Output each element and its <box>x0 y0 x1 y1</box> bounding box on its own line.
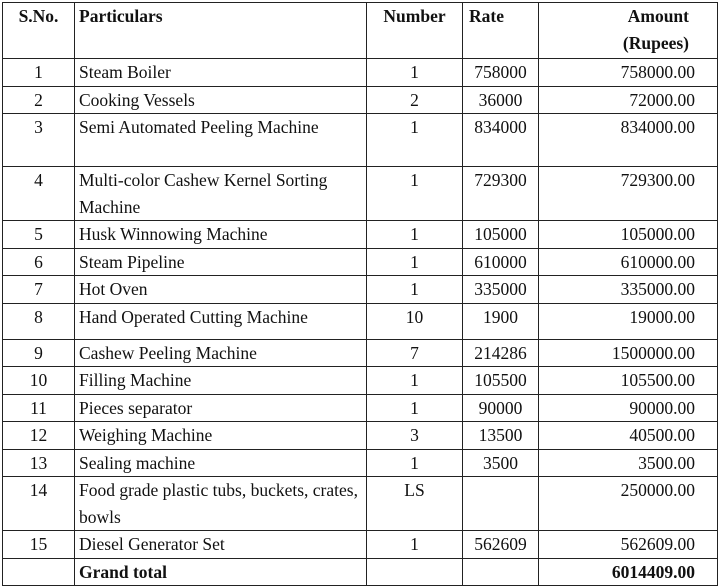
grand-total-row <box>3 558 718 586</box>
row-number: 3 <box>367 422 463 450</box>
row-number: 1 <box>367 367 463 395</box>
row-number: 1 <box>367 276 463 304</box>
row-sno: 2 <box>3 86 75 114</box>
row-rate: 214286 <box>463 339 539 367</box>
table-row <box>3 276 718 304</box>
row-sno: 7 <box>3 276 75 304</box>
grand-total-rate-empty <box>463 558 539 586</box>
row-number: 1 <box>367 221 463 249</box>
row-rate <box>463 477 539 531</box>
row-sno: 8 <box>3 303 75 339</box>
row-rate: 335000 <box>463 276 539 304</box>
row-number: 1 <box>367 167 463 221</box>
table-row <box>3 449 718 477</box>
row-rate: 105000 <box>463 221 539 249</box>
row-amount: 562609.00 <box>539 531 718 559</box>
table-row <box>3 394 718 422</box>
table-row <box>3 531 718 559</box>
table-row <box>3 167 718 221</box>
header-sno: S.No. <box>3 3 75 59</box>
row-sno: 11 <box>3 394 75 422</box>
row-rate: 90000 <box>463 394 539 422</box>
row-amount: 105500.00 <box>539 367 718 395</box>
row-rate: 13500 <box>463 422 539 450</box>
row-rate: 610000 <box>463 248 539 276</box>
row-particulars: Cooking Vessels <box>75 86 367 114</box>
row-particulars: Hot Oven <box>75 276 367 304</box>
row-rate: 562609 <box>463 531 539 559</box>
row-sno: 9 <box>3 339 75 367</box>
header-amount <box>539 3 718 59</box>
header-row <box>3 3 718 59</box>
header-amount-label: Amount <box>627 6 689 26</box>
row-sno: 1 <box>3 59 75 87</box>
row-particulars: Diesel Generator Set <box>75 531 367 559</box>
row-rate: 729300 <box>463 167 539 221</box>
table-row <box>3 367 718 395</box>
row-particulars: Multi-color Cashew Kernel Sorting Machine <box>75 167 367 221</box>
row-particulars: Semi Automated Peeling Machine <box>75 114 367 167</box>
row-amount: 250000.00 <box>539 477 718 531</box>
table-row <box>3 422 718 450</box>
grand-total-sno-empty <box>3 558 75 586</box>
header-rate: Rate <box>463 3 539 59</box>
row-amount: 729300.00 <box>539 167 718 221</box>
row-number: 1 <box>367 449 463 477</box>
header-number: Number <box>367 3 463 59</box>
row-sno: 13 <box>3 449 75 477</box>
row-amount: 335000.00 <box>539 276 718 304</box>
row-amount: 834000.00 <box>539 114 718 167</box>
table-row <box>3 303 718 339</box>
cost-table <box>2 2 718 586</box>
table-row <box>3 86 718 114</box>
row-sno: 15 <box>3 531 75 559</box>
row-rate: 834000 <box>463 114 539 167</box>
row-rate: 105500 <box>463 367 539 395</box>
row-number: 1 <box>367 59 463 87</box>
row-sno: 6 <box>3 248 75 276</box>
table-row <box>3 477 718 531</box>
row-particulars: Husk Winnowing Machine <box>75 221 367 249</box>
table-row <box>3 339 718 367</box>
table-row <box>3 248 718 276</box>
row-rate: 36000 <box>463 86 539 114</box>
header-particulars: Particulars <box>75 3 367 59</box>
row-rate: 1900 <box>463 303 539 339</box>
row-amount: 19000.00 <box>539 303 718 339</box>
row-particulars: Food grade plastic tubs, buckets, crates, bowls <box>75 477 367 531</box>
row-number: LS <box>367 477 463 531</box>
row-amount: 1500000.00 <box>539 339 718 367</box>
row-number: 1 <box>367 114 463 167</box>
row-number: 10 <box>367 303 463 339</box>
row-sno: 5 <box>3 221 75 249</box>
row-number: 7 <box>367 339 463 367</box>
row-amount: 72000.00 <box>539 86 718 114</box>
row-amount: 90000.00 <box>539 394 718 422</box>
grand-total-number-empty <box>367 558 463 586</box>
row-sno: 4 <box>3 167 75 221</box>
row-particulars: Pieces separator <box>75 394 367 422</box>
row-sno: 3 <box>3 114 75 167</box>
row-number: 1 <box>367 248 463 276</box>
table-row <box>3 221 718 249</box>
row-amount: 105000.00 <box>539 221 718 249</box>
row-number: 2 <box>367 86 463 114</box>
grand-total-amount: 6014409.00 <box>539 558 718 586</box>
row-sno: 12 <box>3 422 75 450</box>
row-particulars: Weighing Machine <box>75 422 367 450</box>
header-amount-unit: (Rupees) <box>622 32 689 53</box>
row-number: 1 <box>367 531 463 559</box>
row-particulars: Sealing machine <box>75 449 367 477</box>
row-particulars: Steam Pipeline <box>75 248 367 276</box>
grand-total-label: Grand total <box>75 558 367 586</box>
row-amount: 610000.00 <box>539 248 718 276</box>
row-particulars: Steam Boiler <box>75 59 367 87</box>
row-particulars: Cashew Peeling Machine <box>75 339 367 367</box>
row-particulars: Hand Operated Cutting Machine <box>75 303 367 339</box>
row-rate: 3500 <box>463 449 539 477</box>
row-particulars: Filling Machine <box>75 367 367 395</box>
row-rate: 758000 <box>463 59 539 87</box>
table-row <box>3 114 718 167</box>
row-amount: 758000.00 <box>539 59 718 87</box>
table-row <box>3 59 718 87</box>
row-amount: 40500.00 <box>539 422 718 450</box>
row-sno: 10 <box>3 367 75 395</box>
row-number: 1 <box>367 394 463 422</box>
row-amount: 3500.00 <box>539 449 718 477</box>
row-sno: 14 <box>3 477 75 531</box>
